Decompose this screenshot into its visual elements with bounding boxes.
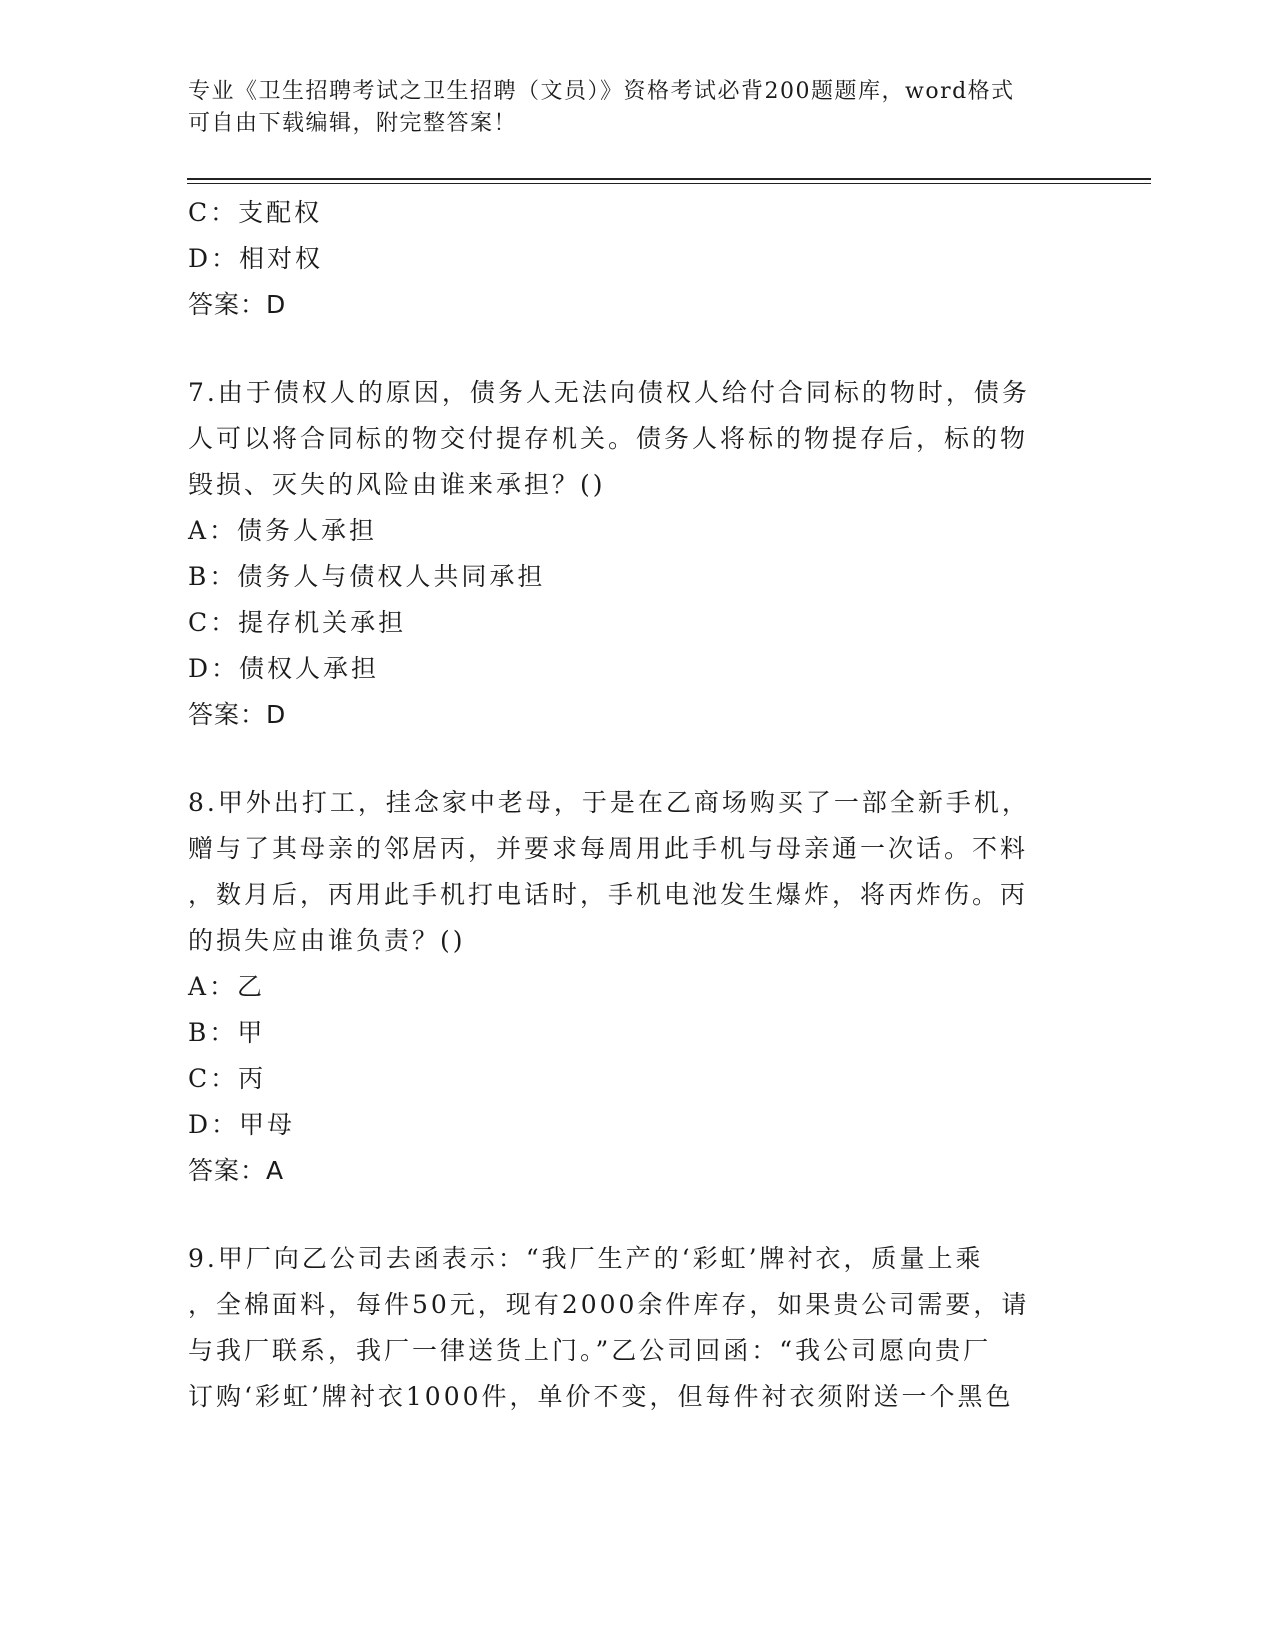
question-stem-line: 8.甲外出打工，挂念家中老母，于是在乙商场购买了一部全新手机， <box>188 788 1030 817</box>
question-stem-line: 毁损、灭失的风险由谁来承担？() <box>188 470 606 499</box>
question-gap <box>188 328 1068 370</box>
header-rule-thick <box>187 178 1151 180</box>
document-body <box>188 190 1068 1420</box>
answer-line: 答案：D <box>188 700 287 729</box>
question-gap <box>188 1194 1068 1236</box>
option-c: C：提存机关承担 <box>188 608 407 637</box>
option-b: B：债务人与债权人共同承担 <box>188 562 546 591</box>
question-previous <box>188 190 1068 328</box>
option-d: D：债权人承担 <box>188 654 380 683</box>
option-b: B：甲 <box>188 1018 266 1047</box>
option-a: A：债务人承担 <box>188 516 378 545</box>
question-stem-line: 赠与了其母亲的邻居丙，并要求每周用此手机与母亲通一次话。不料 <box>188 834 1029 863</box>
option-c: C：支配权 <box>188 198 323 227</box>
question-stem-line: 的损失应由谁负责？() <box>188 926 466 955</box>
question-stem-line: 与我厂联系，我厂一律送货上门。”乙公司回函：“我公司愿向贵厂 <box>188 1336 992 1365</box>
option-d: D：甲母 <box>188 1110 296 1139</box>
option-d: D：相对权 <box>188 244 324 273</box>
answer-line: 答案：D <box>188 290 287 319</box>
question-stem-line: 人可以将合同标的物交付提存机关。债务人将标的物提存后，标的物 <box>188 424 1029 453</box>
header-rule-thin <box>187 183 1151 184</box>
header-line-1: 专业《卫生招聘考试之卫生招聘（文员）》资格考试必背200题题库，word格式 <box>188 79 1015 104</box>
question-gap <box>188 738 1068 780</box>
question-stem-line: 9.甲厂向乙公司去函表示：“我厂生产的‘彩虹’牌衬衣，质量上乘 <box>188 1244 984 1273</box>
document-header <box>188 76 1068 140</box>
option-c: C：丙 <box>188 1064 267 1093</box>
question-9 <box>188 1236 1068 1420</box>
answer-line: 答案：A <box>188 1156 285 1185</box>
question-7 <box>188 370 1068 738</box>
question-8 <box>188 780 1068 1194</box>
option-a: A：乙 <box>188 972 266 1001</box>
question-stem-line: 订购‘彩虹’牌衬衣1000件，单价不变，但每件衬衣须附送一个黑色 <box>188 1382 1014 1411</box>
question-stem-line: 7.由于债权人的原因，债务人无法向债权人给付合同标的物时，债务 <box>188 378 1030 407</box>
question-stem-line: ，数月后，丙用此手机打电话时，手机电池发生爆炸，将丙炸伤。丙 <box>188 880 1029 909</box>
header-line-2: 可自由下载编辑，附完整答案！ <box>188 111 518 136</box>
question-stem-line: ，全棉面料，每件50元，现有2000余件库存，如果贵公司需要，请 <box>188 1290 1030 1319</box>
